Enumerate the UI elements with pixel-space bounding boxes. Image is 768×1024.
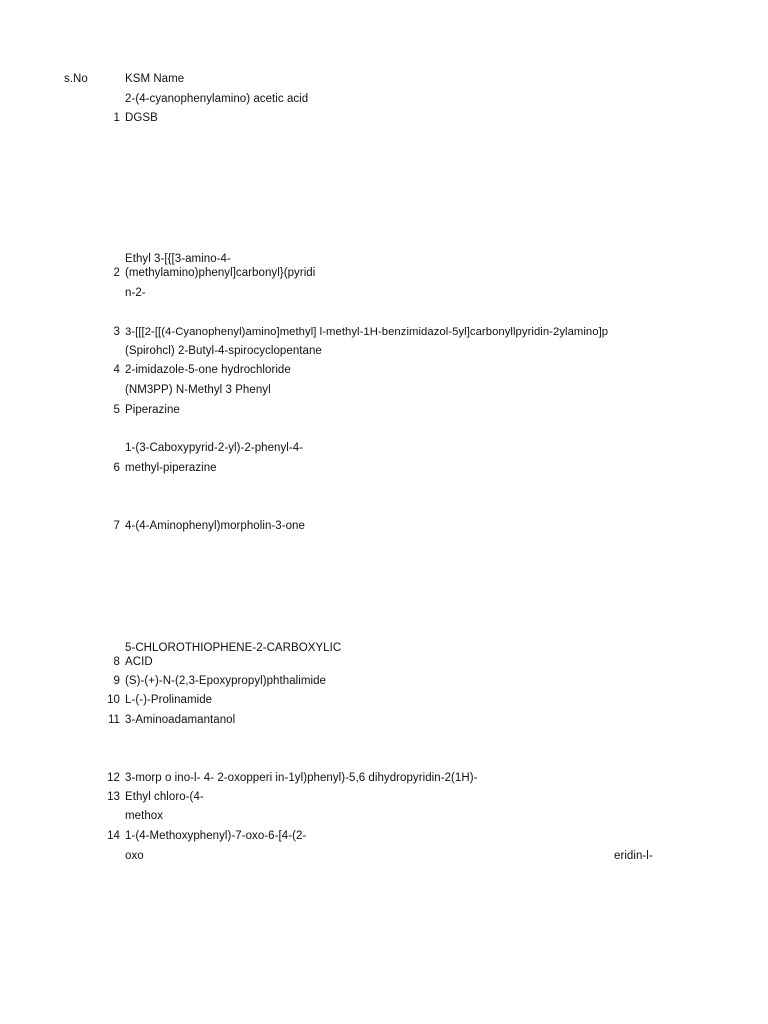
row-12-number: 12 [107, 772, 120, 784]
row-5-line-1: (NM3PP) N-Methyl 3 Phenyl [125, 384, 271, 396]
row-6-line-2: methyl-piperazine [125, 462, 217, 474]
row-12-line-1: 3-morp o ino-l- 4- 2-oxopperi in-1yl)phenyl)-5,6 dihydropyridin-2(1H)- [125, 772, 478, 784]
row-4-number: 4 [113, 364, 120, 376]
row-2-line-3: n-2- [125, 287, 146, 299]
row-1-line-2: DGSB [125, 112, 158, 124]
row-5-number: 5 [113, 404, 120, 416]
row-14-number: 14 [107, 830, 120, 842]
row-1-number: 1 [113, 112, 120, 124]
row-13-number: 13 [107, 791, 120, 803]
row-13-line-1: Ethyl chloro-(4- [125, 791, 204, 803]
row-9-number: 9 [113, 675, 120, 687]
row-11-number: 11 [107, 714, 120, 726]
row-11-line-1: 3-Aminoadamantanol [125, 714, 236, 726]
row-3-line-1: 3-[[[2-[[(4-Cyanophenyl)amino]methyl] l-methyl-1H-benzimidazol-5yl]carbonyllpyridin-2ylamino]p [125, 326, 609, 338]
row-2-number: 2 [113, 267, 120, 279]
row-7-number: 7 [113, 520, 120, 532]
row-9-line-1: (S)-(+)-N-(2,3-Epoxypropyl)phthalimide [125, 675, 326, 687]
row-14-line-1: 1-(4-Methoxyphenyl)-7-oxo-6-[4-(2- [125, 830, 307, 842]
row-14-line-2: oxo [125, 850, 144, 862]
row-1-line-1: 2-(4-cyanophenylamino) acetic acid [125, 93, 309, 105]
row-4-line-2: 2-imidazole-5-one hydrochloride [125, 364, 291, 376]
row-5-line-2: Piperazine [125, 404, 180, 416]
row-6-number: 6 [113, 462, 120, 474]
header-sno: s.No [64, 73, 88, 85]
row-2-line-2: (methylamino)phenyl]carbonyl}(pyridi [125, 267, 316, 279]
header-ksm-name: KSM Name [125, 73, 185, 85]
row-8-line-2: ACID [125, 656, 153, 668]
row-8-number: 8 [113, 656, 120, 668]
row-7-line-1: 4-(4-Aminophenyl)morpholin-3-one [125, 520, 305, 532]
row-2-line-1: Ethyl 3-[{[3-amino-4- [125, 253, 231, 265]
row-4-line-1: (Spirohcl) 2-Butyl-4-spirocyclopentane [125, 345, 322, 357]
row-13-line-2: methox [125, 810, 164, 822]
row-10-number: 10 [107, 694, 120, 706]
row-3-number: 3 [113, 326, 120, 338]
row-6-line-1: 1-(3-Caboxypyrid-2-yl)-2-phenyl-4- [125, 442, 304, 454]
row-10-line-1: L-(-)-Prolinamide [125, 694, 213, 706]
row-14-tail-text: eridin-l- [614, 850, 653, 862]
row-8-line-1: 5-CHLOROTHIOPHENE-2-CARBOXYLIC [125, 642, 342, 654]
